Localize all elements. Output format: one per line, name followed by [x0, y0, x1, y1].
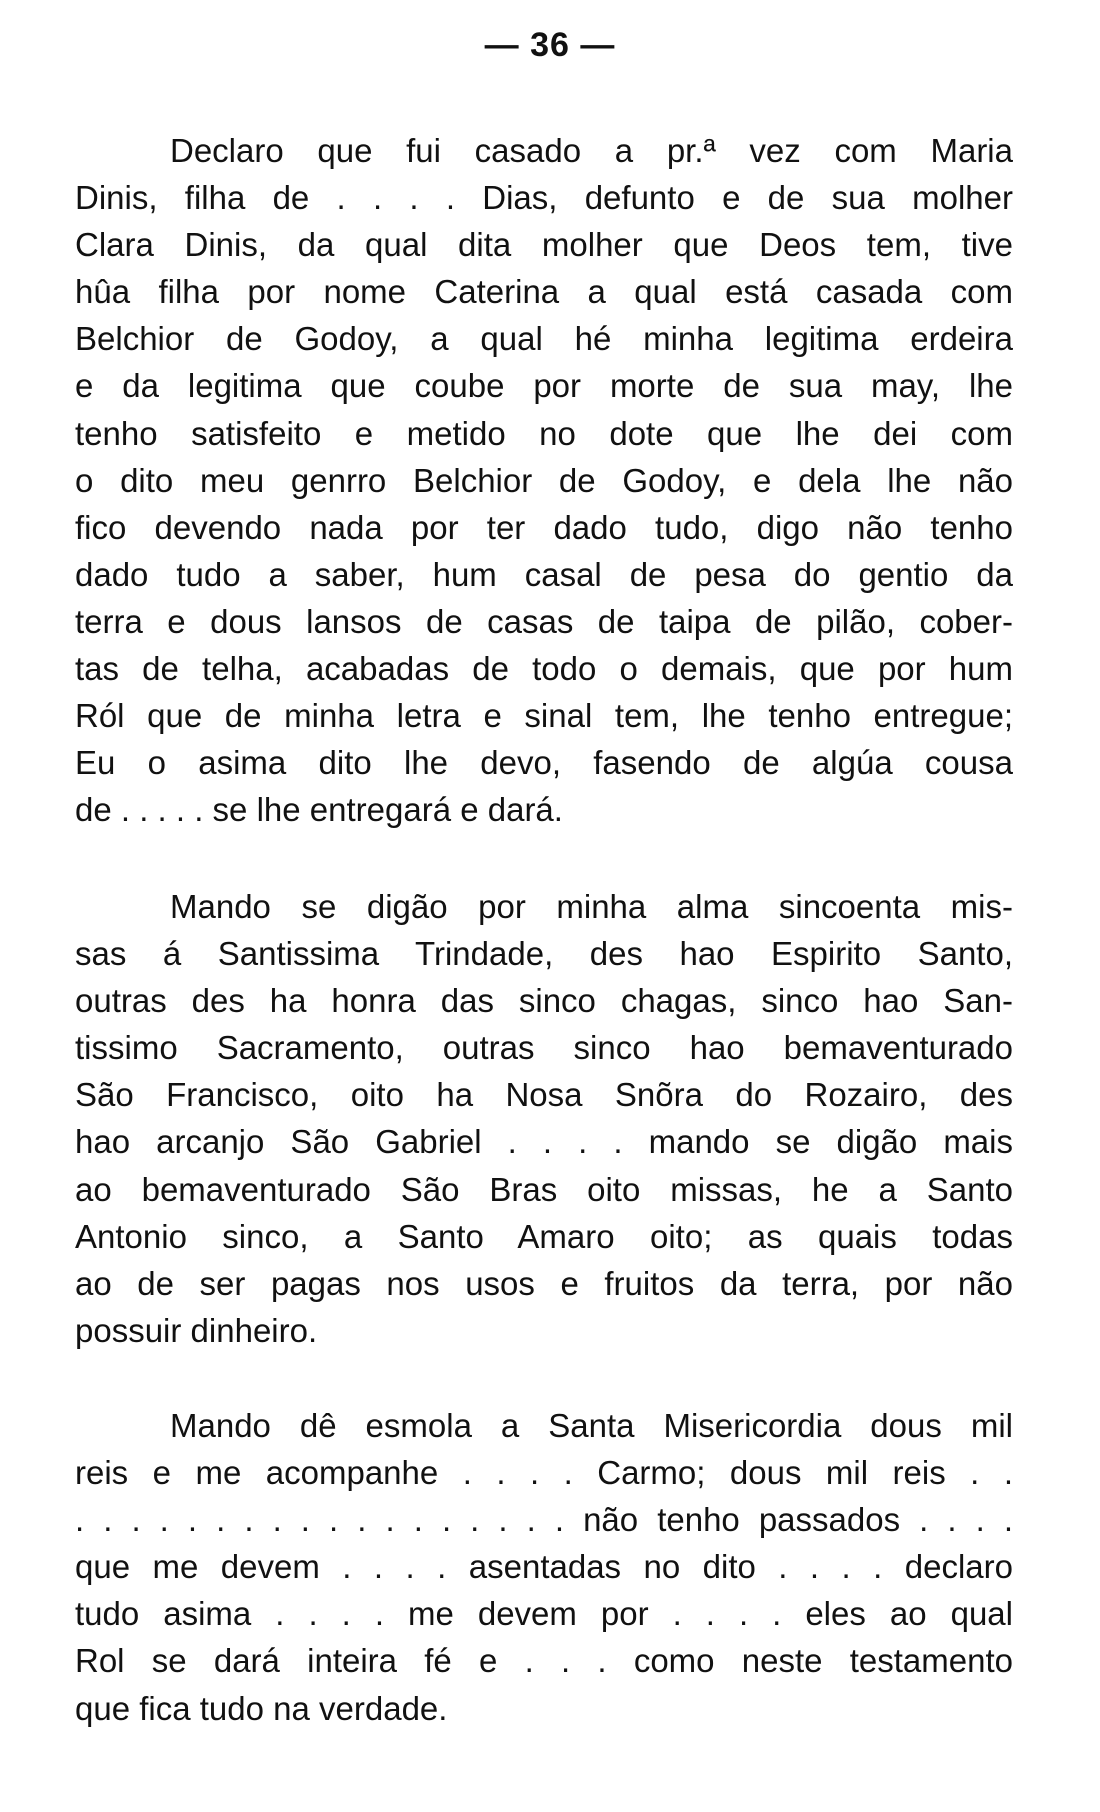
text-line: reis e me acompanhe . . . . Carmo; dous mil reis . . [75, 1454, 1013, 1492]
text-line: de . . . . . se lhe entregará e dará. [75, 791, 563, 829]
text-line: Declaro que fui casado a pr.ª vez com Maria [170, 132, 1013, 169]
text-line: tissimo Sacramento, outras sinco hao bemaventurado [75, 1029, 1013, 1067]
text-line: sas á Santissima Trindade, des hao Espirito Santo, [75, 935, 1013, 973]
text-line: possuir dinheiro. [75, 1311, 318, 1349]
text-line: ao de ser pagas nos usos e fruitos da terra, por não [75, 1264, 1013, 1302]
text-line: que fica tudo na verdade. [75, 1689, 448, 1727]
text-line: Mando se digão por minha alma sincoenta mis- [170, 888, 1013, 925]
text-line: outras des ha honra das sinco chagas, sinco hao San- [75, 982, 1013, 1020]
text-line: Eu o asima dito lhe devo, fasendo de algúa cousa [75, 744, 1013, 782]
paragraph-alms [75, 1402, 1013, 1732]
text-line: terra e dous lansos de casas de taipa de pilão, cober- [75, 602, 1013, 640]
text-line: tudo asima . . . . me devem por . . . . eles ao qual [75, 1595, 1013, 1633]
text-line: Clara Dinis, da qual dita molher que Deos tem, tive [75, 226, 1013, 264]
text-line: hûa filha por nome Caterina a qual está casada com [75, 273, 1013, 311]
text-line: o dito meu genrro Belchior de Godoy, e dela lhe não [75, 461, 1013, 499]
text-line: e da legitima que coube por morte de sua may, lhe [75, 367, 1013, 405]
text-line: hao arcanjo São Gabriel . . . . mando se digão mais [75, 1123, 1013, 1161]
paragraph-masses [75, 883, 1013, 1354]
page-number: — 36 — [484, 26, 616, 64]
text-line: Dinis, filha de . . . . Dias, defunto e de sua molher [75, 179, 1013, 217]
text-line: . . . . . . . . . . . . . . . . . . não tenho passados . . . . [75, 1501, 1013, 1539]
text-line: Belchior de Godoy, a qual hé minha legitima erdeira [75, 320, 1013, 358]
paragraph-declaration [75, 127, 1013, 833]
text-line: Antonio sinco, a Santo Amaro oito; as quais todas [75, 1217, 1013, 1255]
text-line: tas de telha, acabadas de todo o demais, que por hum [75, 650, 1013, 688]
text-line: fico devendo nada por ter dado tudo, digo não tenho [75, 508, 1013, 546]
text-line: Rol se dará inteira fé e . . . como neste testamento [75, 1642, 1013, 1680]
text-line: dado tudo a saber, hum casal de pesa do gentio da [75, 555, 1013, 593]
text-line: Mando dê esmola a Santa Misericordia dous mil [170, 1407, 1013, 1444]
text-line: tenho satisfeito e metido no dote que lhe dei com [75, 414, 1013, 452]
text-line: ao bemaventurado São Bras oito missas, he a Santo [75, 1170, 1013, 1208]
text-line: Ról que de minha letra e sinal tem, lhe tenho entregue; [75, 697, 1013, 735]
text-line: que me devem . . . . asentadas no dito . . . . declaro [75, 1548, 1013, 1586]
text-line: São Francisco, oito ha Nosa Snõra do Rozairo, des [75, 1076, 1013, 1114]
